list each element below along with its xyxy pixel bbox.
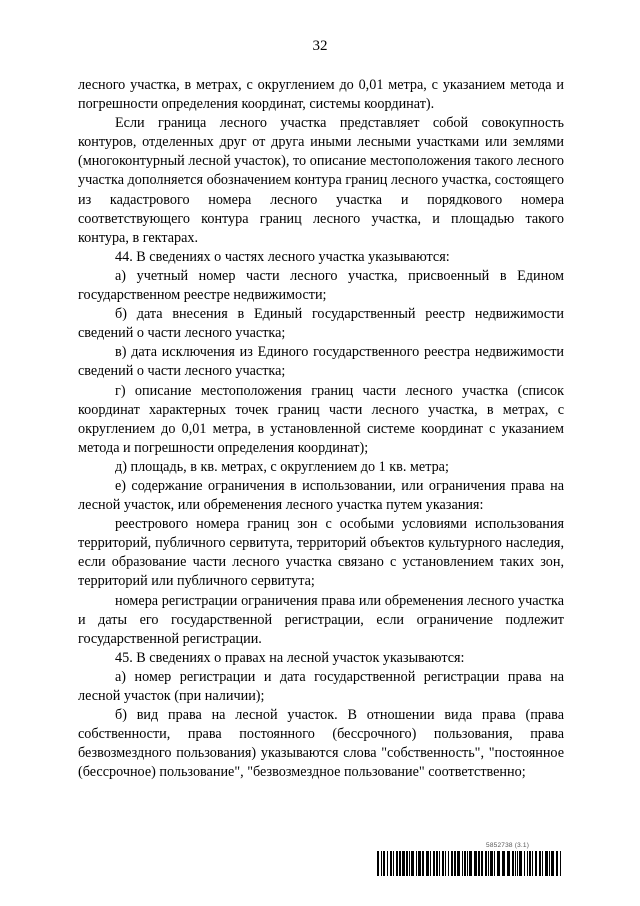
barcode-bar — [474, 851, 477, 876]
barcode-bar — [532, 851, 533, 876]
barcode-bar — [426, 851, 429, 876]
barcode-bar — [454, 851, 456, 876]
document-code: 5852738 (3.1) — [486, 842, 530, 849]
document-body — [78, 76, 564, 782]
paragraph: а) номер регистрации и дата государственной регистрации права на лесной участок (при наличии); — [78, 668, 564, 704]
barcode-bar — [488, 851, 489, 876]
barcode-bar — [402, 851, 405, 876]
barcode-bar — [457, 851, 460, 876]
barcode-bar — [387, 851, 388, 876]
barcode-bar — [490, 851, 493, 876]
barcode-bar — [393, 851, 394, 876]
barcode-bar — [529, 851, 531, 876]
barcode-bar — [478, 851, 480, 876]
barcode-bar — [560, 851, 561, 876]
barcode-bar — [430, 851, 431, 876]
paragraph: 44. В сведениях о частях лесного участка указываются: — [115, 248, 450, 265]
barcode-bar — [519, 851, 522, 876]
paragraph: в) дата исключения из Единого государственного реестра недвижимости сведений о части лесного участка; — [78, 344, 564, 380]
barcode-bar — [383, 851, 385, 876]
barcode-bar — [416, 851, 417, 876]
barcode-bar — [556, 851, 558, 876]
barcode-bar — [469, 851, 472, 876]
paragraph: д) площадь, в кв. метрах, с округлением до 1 кв. метра; — [115, 458, 449, 475]
barcode-bar — [445, 851, 446, 876]
paragraph: реестрового номера границ зон с особыми условиями использования территорий, публичного сервитута, территорий объектов культурного наследия, если образование части лесного участка связано с установлением таких зон, территорий или публичного сервитута; — [78, 516, 564, 590]
barcode-bar — [517, 851, 518, 876]
barcode-bar — [406, 851, 408, 876]
paragraph: лесного участка, в метрах, с округлением до 0,01 метра, с указанием метода и погрешности определения координат, системы координат). — [78, 77, 564, 113]
paragraph: б) дата внесения в Единый государственный реестр недвижимости сведений о части лесного участка; — [78, 306, 564, 342]
barcode-bar — [396, 851, 398, 876]
barcode-bar — [524, 851, 525, 876]
barcode-bar — [539, 851, 541, 876]
barcode-bar — [422, 851, 424, 876]
barcode-bar — [494, 851, 495, 876]
paragraph: а) учетный номер части лесного участка, присвоенный в Едином государственном реестре недвижимости; — [78, 267, 564, 304]
barcode-bar — [551, 851, 554, 876]
paragraph: е) содержание ограничения в использовании, или ограничения права на лесной участок, или обременения лесного участка путем указания: — [78, 477, 564, 514]
page-number: 32 — [312, 38, 328, 54]
barcode-bar — [549, 851, 550, 876]
barcode-bar — [436, 851, 438, 876]
barcode-bar — [507, 851, 510, 876]
barcode-bar — [409, 851, 410, 876]
barcode-bar — [467, 851, 468, 876]
barcode-bar — [545, 851, 548, 876]
barcode-image — [377, 851, 564, 876]
barcode-bar — [515, 851, 516, 876]
barcode-bar — [439, 851, 440, 876]
barcode-bar — [390, 851, 392, 876]
barcode-bar — [381, 851, 382, 876]
barcode-bar — [497, 851, 500, 876]
paragraph: 45. В сведениях о правах на лесной участок указываются: — [115, 649, 465, 666]
paragraph: Если граница лесного участка представляет собой совокупность контуров, отделенных друг от друга иными лесными участками или землями (многоконтурный лесной участок), то описание местоположения такого лесного участка дополняется обозначением контура границ лесного участка, состоящего из кадастрового номера лесного участка и порядкового номера соответствующего контура границ лесного участка, и площадью такого контура, в гектарах. — [78, 115, 564, 246]
barcode-bar — [442, 851, 444, 876]
barcode-bar — [512, 851, 514, 876]
barcode-bar — [377, 851, 379, 876]
barcode-bar — [527, 851, 528, 876]
paragraph: номера регистрации ограничения права или обременения лесного участка и даты его государственной регистрации, если ограничение подлежит государственной регистрации. — [78, 592, 564, 647]
barcode-bar — [399, 851, 401, 876]
paragraph: г) описание местоположения границ части лесного участка (список координат характерных точек границ части лесного участка, в метрах, с округлением до 0,01 метра, в установленной системе координат с указанием метода и погрешности определения координат); — [78, 382, 564, 456]
barcode-bar — [481, 851, 483, 876]
barcode-bar — [485, 851, 487, 876]
barcode-bar — [433, 851, 435, 876]
barcode-bar — [535, 851, 537, 876]
barcode-bar — [542, 851, 543, 876]
paragraph: б) вид права на лесной участок. В отношении вида права (права собственности, права постоянного (бессрочного) пользования, права безвозмездного пользования) указываются слова "собственность", "постоянное (бессрочное) пользование", "безвозмездное пользование" соответственно; — [78, 707, 564, 781]
barcode-bar — [462, 851, 463, 876]
barcode-bar — [451, 851, 453, 876]
barcode-bar — [418, 851, 421, 876]
barcode-bar — [464, 851, 466, 876]
barcode-bar — [448, 851, 449, 876]
barcode-bar — [411, 851, 414, 876]
barcode-bar — [502, 851, 505, 876]
